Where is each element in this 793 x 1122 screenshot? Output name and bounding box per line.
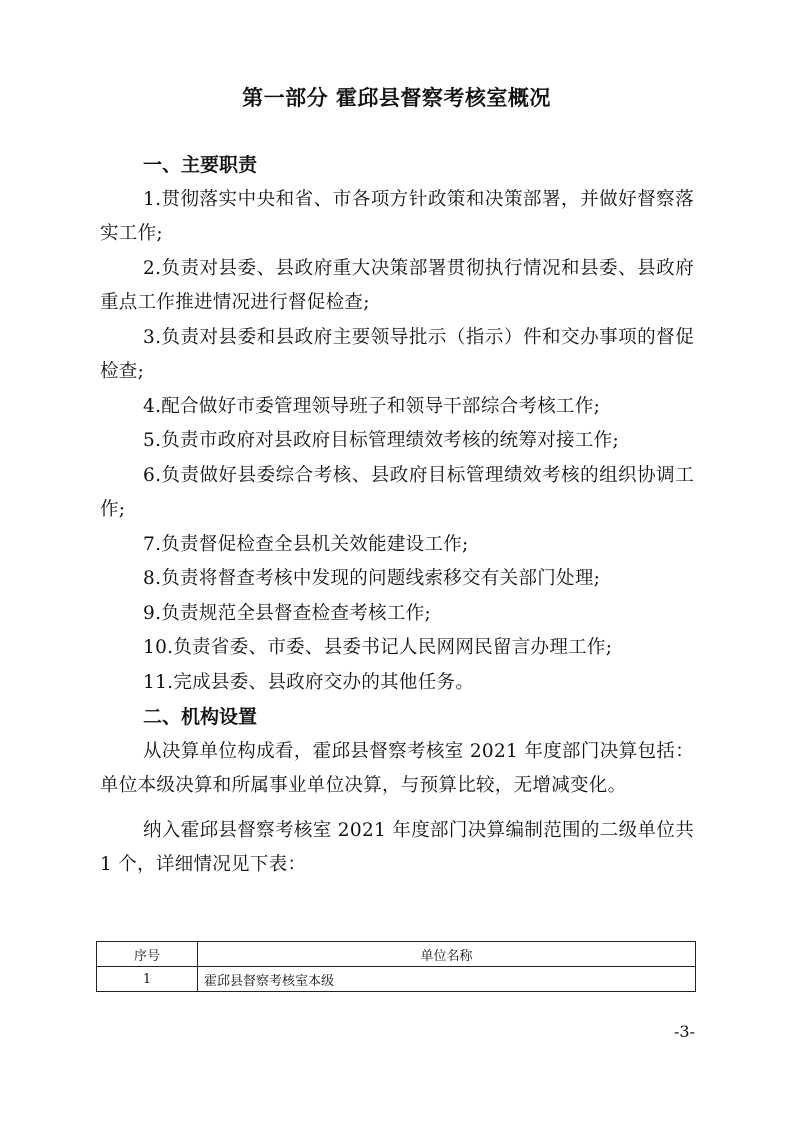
- duty-item: 5.负责市政府对县政府目标管理绩效考核的统筹对接工作;: [143, 430, 619, 451]
- paragraph-gap: [100, 804, 694, 814]
- duty-item: 1.贯彻落实中央和省、市各项方针政策和决策部署，并做好督察落实工作;: [100, 188, 694, 244]
- duty-item: 8.负责将督查考核中发现的问题线索移交有关部门处理;: [143, 568, 601, 589]
- duty-item: 7.负责督促检查全县机关效能建设工作;: [143, 533, 469, 555]
- table-row: [97, 967, 696, 992]
- duty-item: 9.负责规范全县督查检查考核工作;: [143, 602, 431, 624]
- units-table: [96, 941, 696, 992]
- page-number: -3-: [674, 1022, 695, 1041]
- duty-item: 2.负责对县委、县政府重大决策部署贯彻执行情况和县委、县政府重点工作推进情况进行督促检查;: [100, 257, 694, 313]
- cell-no: 1: [97, 967, 198, 992]
- cell-unit-name: 霍邱县督察考核室本级: [198, 967, 696, 992]
- section-heading-structure: 二、机构设置: [143, 706, 258, 728]
- duty-item: 3.负责对县委和县政府主要领导批示（指示）件和交办事项的督促检查;: [100, 326, 694, 382]
- column-header-no: 序号: [97, 942, 198, 967]
- page-title: 第一部分 霍邱县督察考核室概况: [242, 86, 551, 110]
- document-body: [100, 148, 694, 883]
- duty-item: 11.完成县委、县政府交办的其他任务。: [143, 671, 475, 693]
- table-header-row: [97, 942, 696, 967]
- column-header-name: 单位名称: [198, 942, 696, 967]
- duty-item: 10.负责省委、市委、县委书记人民网网民留言办理工作;: [143, 637, 613, 658]
- section-heading-duties: 一、主要职责: [143, 154, 258, 176]
- structure-paragraph: 纳入霍邱县督察考核室 2021 年度部门决算编制范围的二级单位共 1 个，详细情况见下表：: [100, 819, 694, 875]
- duty-item: 4.配合做好市委管理领导班子和领导干部综合考核工作;: [143, 395, 601, 417]
- duty-item: 6.负责做好县委综合考核、县政府目标管理绩效考核的组织协调工作;: [100, 464, 694, 520]
- structure-paragraph: 从决算单位构成看，霍邱县督察考核室 2021 年度部门决算包括：单位本级决算和所属事业单位决算，与预算比较，无增减变化。: [100, 740, 694, 796]
